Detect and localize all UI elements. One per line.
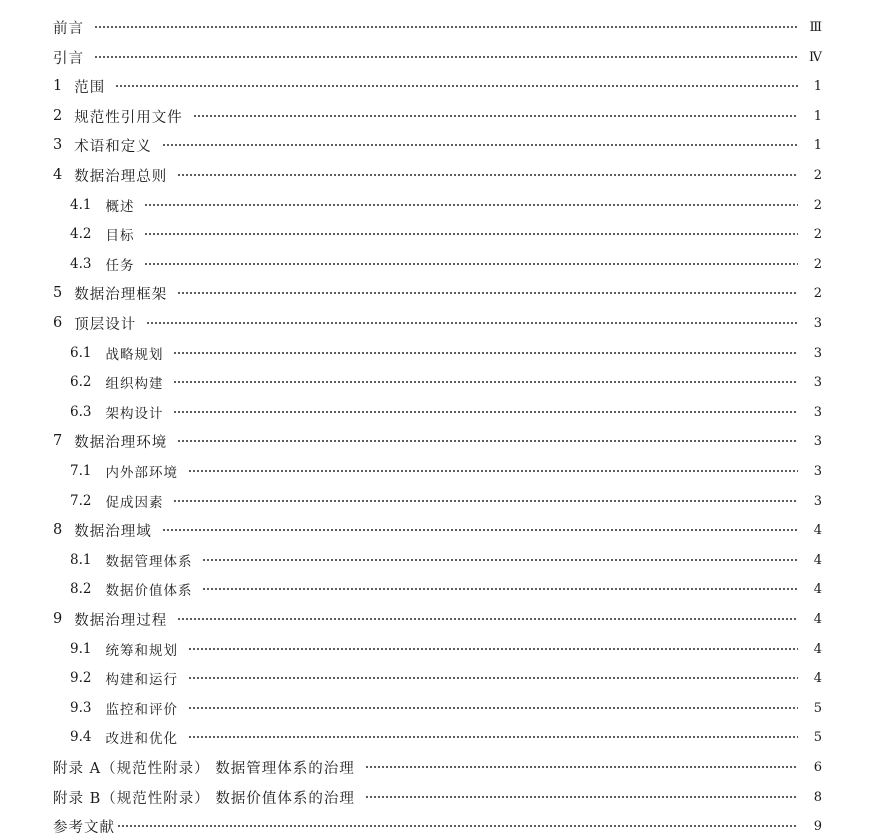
toc-subentry[interactable] xyxy=(0,253,872,275)
toc-page-number: 1 xyxy=(813,108,822,124)
toc-section-number: 1 xyxy=(53,78,63,94)
toc-section-number: 5 xyxy=(53,285,63,301)
toc-title: 概述 xyxy=(105,199,135,215)
toc-title: 目标 xyxy=(105,228,135,244)
toc-section-number: 8.2 xyxy=(70,581,92,597)
toc-page-number: 6 xyxy=(813,759,822,775)
toc-title: 数据价值体系 xyxy=(105,583,193,599)
toc-section-number: 6.1 xyxy=(70,345,92,361)
toc-subentry[interactable] xyxy=(0,490,872,512)
toc-dot-leader xyxy=(177,618,798,620)
toc-page-number: 4 xyxy=(813,611,822,627)
toc-dot-leader xyxy=(144,233,798,235)
toc-title: 数据治理框架 xyxy=(74,286,168,303)
toc-section-number: 8.1 xyxy=(70,552,92,568)
toc-title: 数据治理域 xyxy=(74,523,152,540)
toc-page-number: 4 xyxy=(813,522,822,538)
toc-page-number: 4 xyxy=(813,552,822,568)
toc-section-number: 4 xyxy=(53,167,63,183)
toc-page-number: 2 xyxy=(813,226,822,242)
toc-title: 内外部环境 xyxy=(105,465,178,481)
toc-entry[interactable] xyxy=(0,46,872,68)
toc-title: 附录 B（规范性附录） 数据价值体系的治理 xyxy=(53,790,355,807)
toc-page-number: 9 xyxy=(813,818,822,834)
toc-title: 促成因素 xyxy=(105,495,164,511)
toc-title: 顶层设计 xyxy=(74,316,137,333)
toc-dot-leader xyxy=(193,115,798,117)
toc-section-number: 6.3 xyxy=(70,404,92,420)
toc-page-number: 3 xyxy=(813,315,822,331)
toc-dot-leader xyxy=(117,825,798,827)
toc-appendix-entry[interactable] xyxy=(0,815,872,837)
toc-section-number: 8 xyxy=(53,522,63,538)
toc-dot-leader xyxy=(173,500,798,502)
toc-section-number: 9.1 xyxy=(70,641,92,657)
toc-dot-leader xyxy=(188,470,798,472)
toc-page-number: 2 xyxy=(813,256,822,272)
toc-title: 战略规划 xyxy=(105,347,164,363)
toc-section-number: 4.2 xyxy=(70,226,92,242)
toc-page-number: Ⅲ xyxy=(809,19,822,35)
toc-page-number: 3 xyxy=(813,433,822,449)
toc-title: 监控和评价 xyxy=(105,702,178,718)
toc-section-number: 4.3 xyxy=(70,256,92,272)
toc-section-number: 9 xyxy=(53,611,63,627)
toc-dot-leader xyxy=(188,648,798,650)
toc-title: 任务 xyxy=(105,258,135,274)
toc-section-number: 7.1 xyxy=(70,463,92,479)
toc-section-number: 6.2 xyxy=(70,374,92,390)
toc-dot-leader xyxy=(177,292,798,294)
toc-page-number: 1 xyxy=(813,78,822,94)
toc-entry[interactable] xyxy=(0,134,872,156)
toc-title: 术语和定义 xyxy=(74,138,152,155)
toc-subentry[interactable] xyxy=(0,371,872,393)
toc-title: 数据治理过程 xyxy=(74,612,168,629)
toc-page-number: 1 xyxy=(813,137,822,153)
toc-entry[interactable] xyxy=(0,164,872,186)
toc-title: 架构设计 xyxy=(105,406,164,422)
toc-dot-leader xyxy=(188,707,798,709)
toc-entry[interactable] xyxy=(0,430,872,452)
toc-page-number: 3 xyxy=(813,463,822,479)
toc-dot-leader xyxy=(202,559,798,561)
toc-section-number: 9.4 xyxy=(70,729,92,745)
toc-subentry[interactable] xyxy=(0,460,872,482)
toc-dot-leader xyxy=(365,796,798,798)
toc-section-number: 3 xyxy=(53,137,63,153)
toc-dot-leader xyxy=(365,766,798,768)
toc-dot-leader xyxy=(146,322,798,324)
toc-page-number: 4 xyxy=(813,670,822,686)
toc-title: 数据治理环境 xyxy=(74,434,168,451)
toc-title: 附录 A（规范性附录） 数据管理体系的治理 xyxy=(53,760,355,777)
toc-title: 参考文献 xyxy=(53,819,115,836)
toc-page-number: 5 xyxy=(813,729,822,745)
toc-dot-leader xyxy=(144,204,798,206)
toc-title: 范围 xyxy=(74,79,106,96)
toc-title: 数据治理总则 xyxy=(74,168,168,185)
toc-dot-leader xyxy=(173,352,798,354)
toc-section-number: 9.2 xyxy=(70,670,92,686)
toc-dot-leader xyxy=(94,56,798,58)
toc-section-number: 9.3 xyxy=(70,700,92,716)
toc-title: 规范性引用文件 xyxy=(74,109,183,126)
toc-page-number: 3 xyxy=(813,374,822,390)
toc-title: 统筹和规划 xyxy=(105,643,178,659)
toc-page-number: 8 xyxy=(813,789,822,805)
toc-title: 改进和优化 xyxy=(105,731,178,747)
toc-title: 构建和运行 xyxy=(105,672,178,688)
toc-subentry[interactable] xyxy=(0,401,872,423)
toc-page-number: 2 xyxy=(813,197,822,213)
toc-entry[interactable] xyxy=(0,312,872,334)
toc-section-number: 6 xyxy=(53,315,63,331)
toc-subentry[interactable] xyxy=(0,726,872,748)
toc-entry[interactable] xyxy=(0,16,872,38)
toc-section-number: 4.1 xyxy=(70,197,92,213)
toc-dot-leader xyxy=(202,588,798,590)
toc-title: 数据管理体系 xyxy=(105,554,193,570)
toc-section-number: 7.2 xyxy=(70,493,92,509)
toc-subentry[interactable] xyxy=(0,223,872,245)
toc-page-number: Ⅳ xyxy=(809,49,822,65)
toc-title: 引言 xyxy=(53,50,84,67)
toc-entry[interactable] xyxy=(0,282,872,304)
toc-subentry[interactable] xyxy=(0,667,872,689)
toc-subentry[interactable] xyxy=(0,194,872,216)
toc-dot-leader xyxy=(173,381,798,383)
toc-title: 组织构建 xyxy=(105,376,164,392)
toc-subentry[interactable] xyxy=(0,578,872,600)
toc-page-number: 4 xyxy=(813,641,822,657)
toc-dot-leader xyxy=(188,736,798,738)
toc-dot-leader xyxy=(162,144,798,146)
toc-page-number: 3 xyxy=(813,345,822,361)
toc-appendix-entry[interactable] xyxy=(0,786,872,808)
toc-dot-leader xyxy=(173,411,798,413)
toc-dot-leader xyxy=(94,26,798,28)
toc-subentry[interactable] xyxy=(0,549,872,571)
toc-subentry[interactable] xyxy=(0,342,872,364)
toc-appendix-entry[interactable] xyxy=(0,756,872,778)
toc-entry[interactable] xyxy=(0,105,872,127)
toc-dot-leader xyxy=(177,174,798,176)
toc-dot-leader xyxy=(144,263,798,265)
toc-page-number: 3 xyxy=(813,404,822,420)
toc-subentry[interactable] xyxy=(0,697,872,719)
toc-dot-leader xyxy=(177,440,798,442)
toc-entry[interactable] xyxy=(0,75,872,97)
toc-page-number: 2 xyxy=(813,285,822,301)
toc-subentry[interactable] xyxy=(0,638,872,660)
toc-section-number: 7 xyxy=(53,433,63,449)
toc-dot-leader xyxy=(115,85,798,87)
toc-section-number: 2 xyxy=(53,108,63,124)
toc-entry[interactable] xyxy=(0,608,872,630)
toc-page-number: 2 xyxy=(813,167,822,183)
toc-dot-leader xyxy=(188,677,798,679)
toc-page-number: 5 xyxy=(813,700,822,716)
toc-page-number: 4 xyxy=(813,581,822,597)
toc-page-number: 3 xyxy=(813,493,822,509)
toc-entry[interactable] xyxy=(0,519,872,541)
toc-title: 前言 xyxy=(53,20,84,37)
toc-dot-leader xyxy=(162,529,798,531)
